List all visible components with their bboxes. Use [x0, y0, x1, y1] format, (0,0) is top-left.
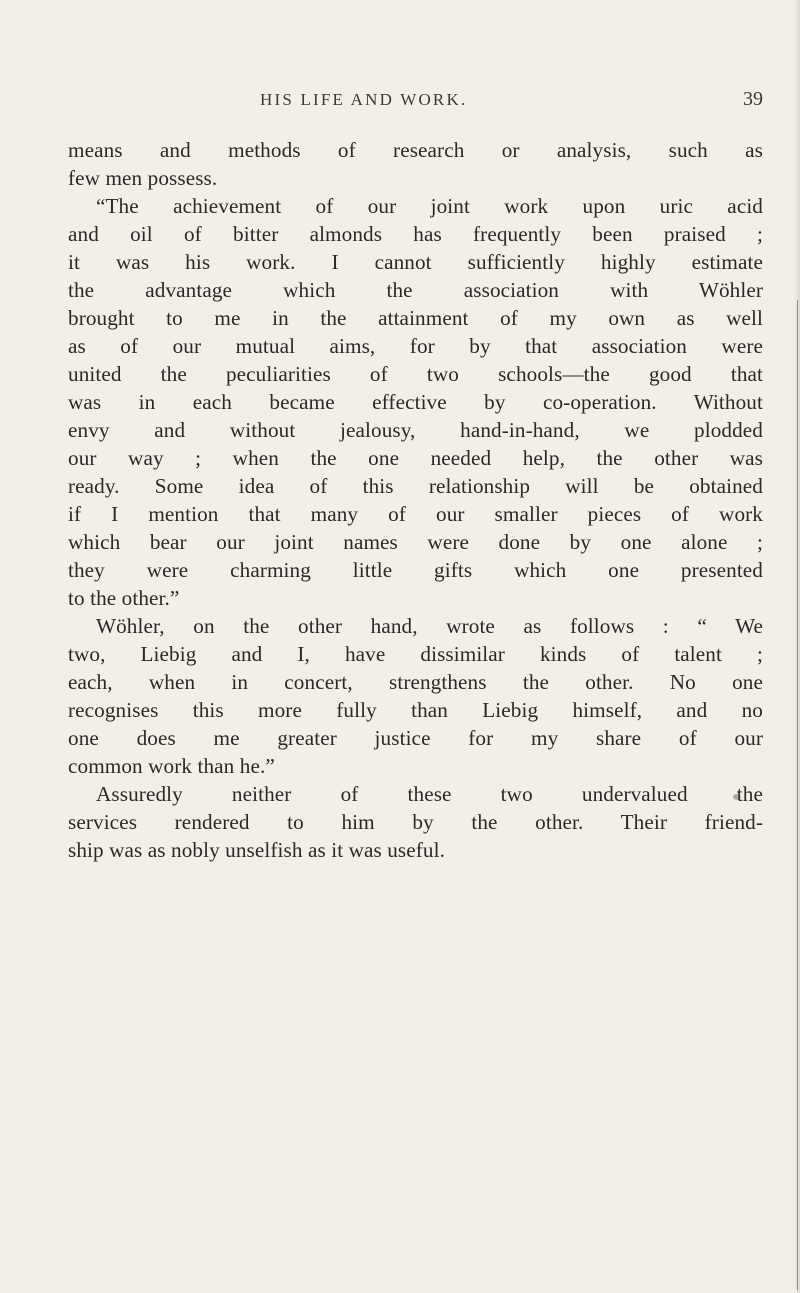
text-line: they were charming little gifts which one presented	[68, 558, 763, 582]
text-line: each, when in concert, strengthens the other. No one	[68, 670, 763, 694]
text-line: brought to me in the attainment of my own as well	[68, 306, 763, 330]
text-line: two, Liebig and I, have dissimilar kinds of talent ;	[68, 642, 763, 666]
text-line: “The achievement of our joint work upon uric acid	[96, 194, 763, 218]
text-line: Wöhler, on the other hand, wrote as follows : “ We	[96, 614, 763, 638]
text-line: was in each became effective by co-operation. Without	[68, 390, 763, 414]
text-line: one does me greater justice for my share of our	[68, 726, 763, 750]
body-text	[68, 136, 763, 864]
text-line: it was his work. I cannot sufficiently highly estimate	[68, 250, 763, 274]
text-line: the advantage which the association with Wöhler	[68, 278, 763, 302]
text-line: to the other.”	[68, 586, 180, 610]
text-line: which bear our joint names were done by one alone ;	[68, 530, 763, 554]
text-line: if I mention that many of our smaller pieces of work	[68, 502, 763, 526]
text-line: our way ; when the one needed help, the other was	[68, 446, 763, 470]
text-line: ready. Some idea of this relationship will be obtained	[68, 474, 763, 498]
running-title: HIS LIFE AND WORK.	[260, 90, 468, 109]
text-line: and oil of bitter almonds has frequently been praised ;	[68, 222, 763, 246]
page-number: 39	[743, 88, 763, 110]
text-line: envy and without jealousy, hand-in-hand, we plodded	[68, 418, 763, 442]
ink-smudge	[733, 794, 741, 800]
text-line: recognises this more fully than Liebig himself, and no	[68, 698, 763, 722]
text-line: ship was as nobly unselfish as it was useful.	[68, 838, 446, 862]
text-line: common work than he.”	[68, 754, 275, 778]
text-line: few men possess.	[68, 166, 218, 190]
running-head	[68, 90, 763, 114]
text-line: Assuredly neither of these two undervalued the	[96, 782, 763, 806]
text-line: means and methods of research or analysis, such as	[68, 138, 763, 162]
text-line: services rendered to him by the other. Their friend-	[68, 810, 763, 834]
page-edge-line	[797, 300, 798, 1290]
text-line: united the peculiarities of two schools—the good that	[68, 362, 763, 386]
text-line: as of our mutual aims, for by that association were	[68, 334, 763, 358]
